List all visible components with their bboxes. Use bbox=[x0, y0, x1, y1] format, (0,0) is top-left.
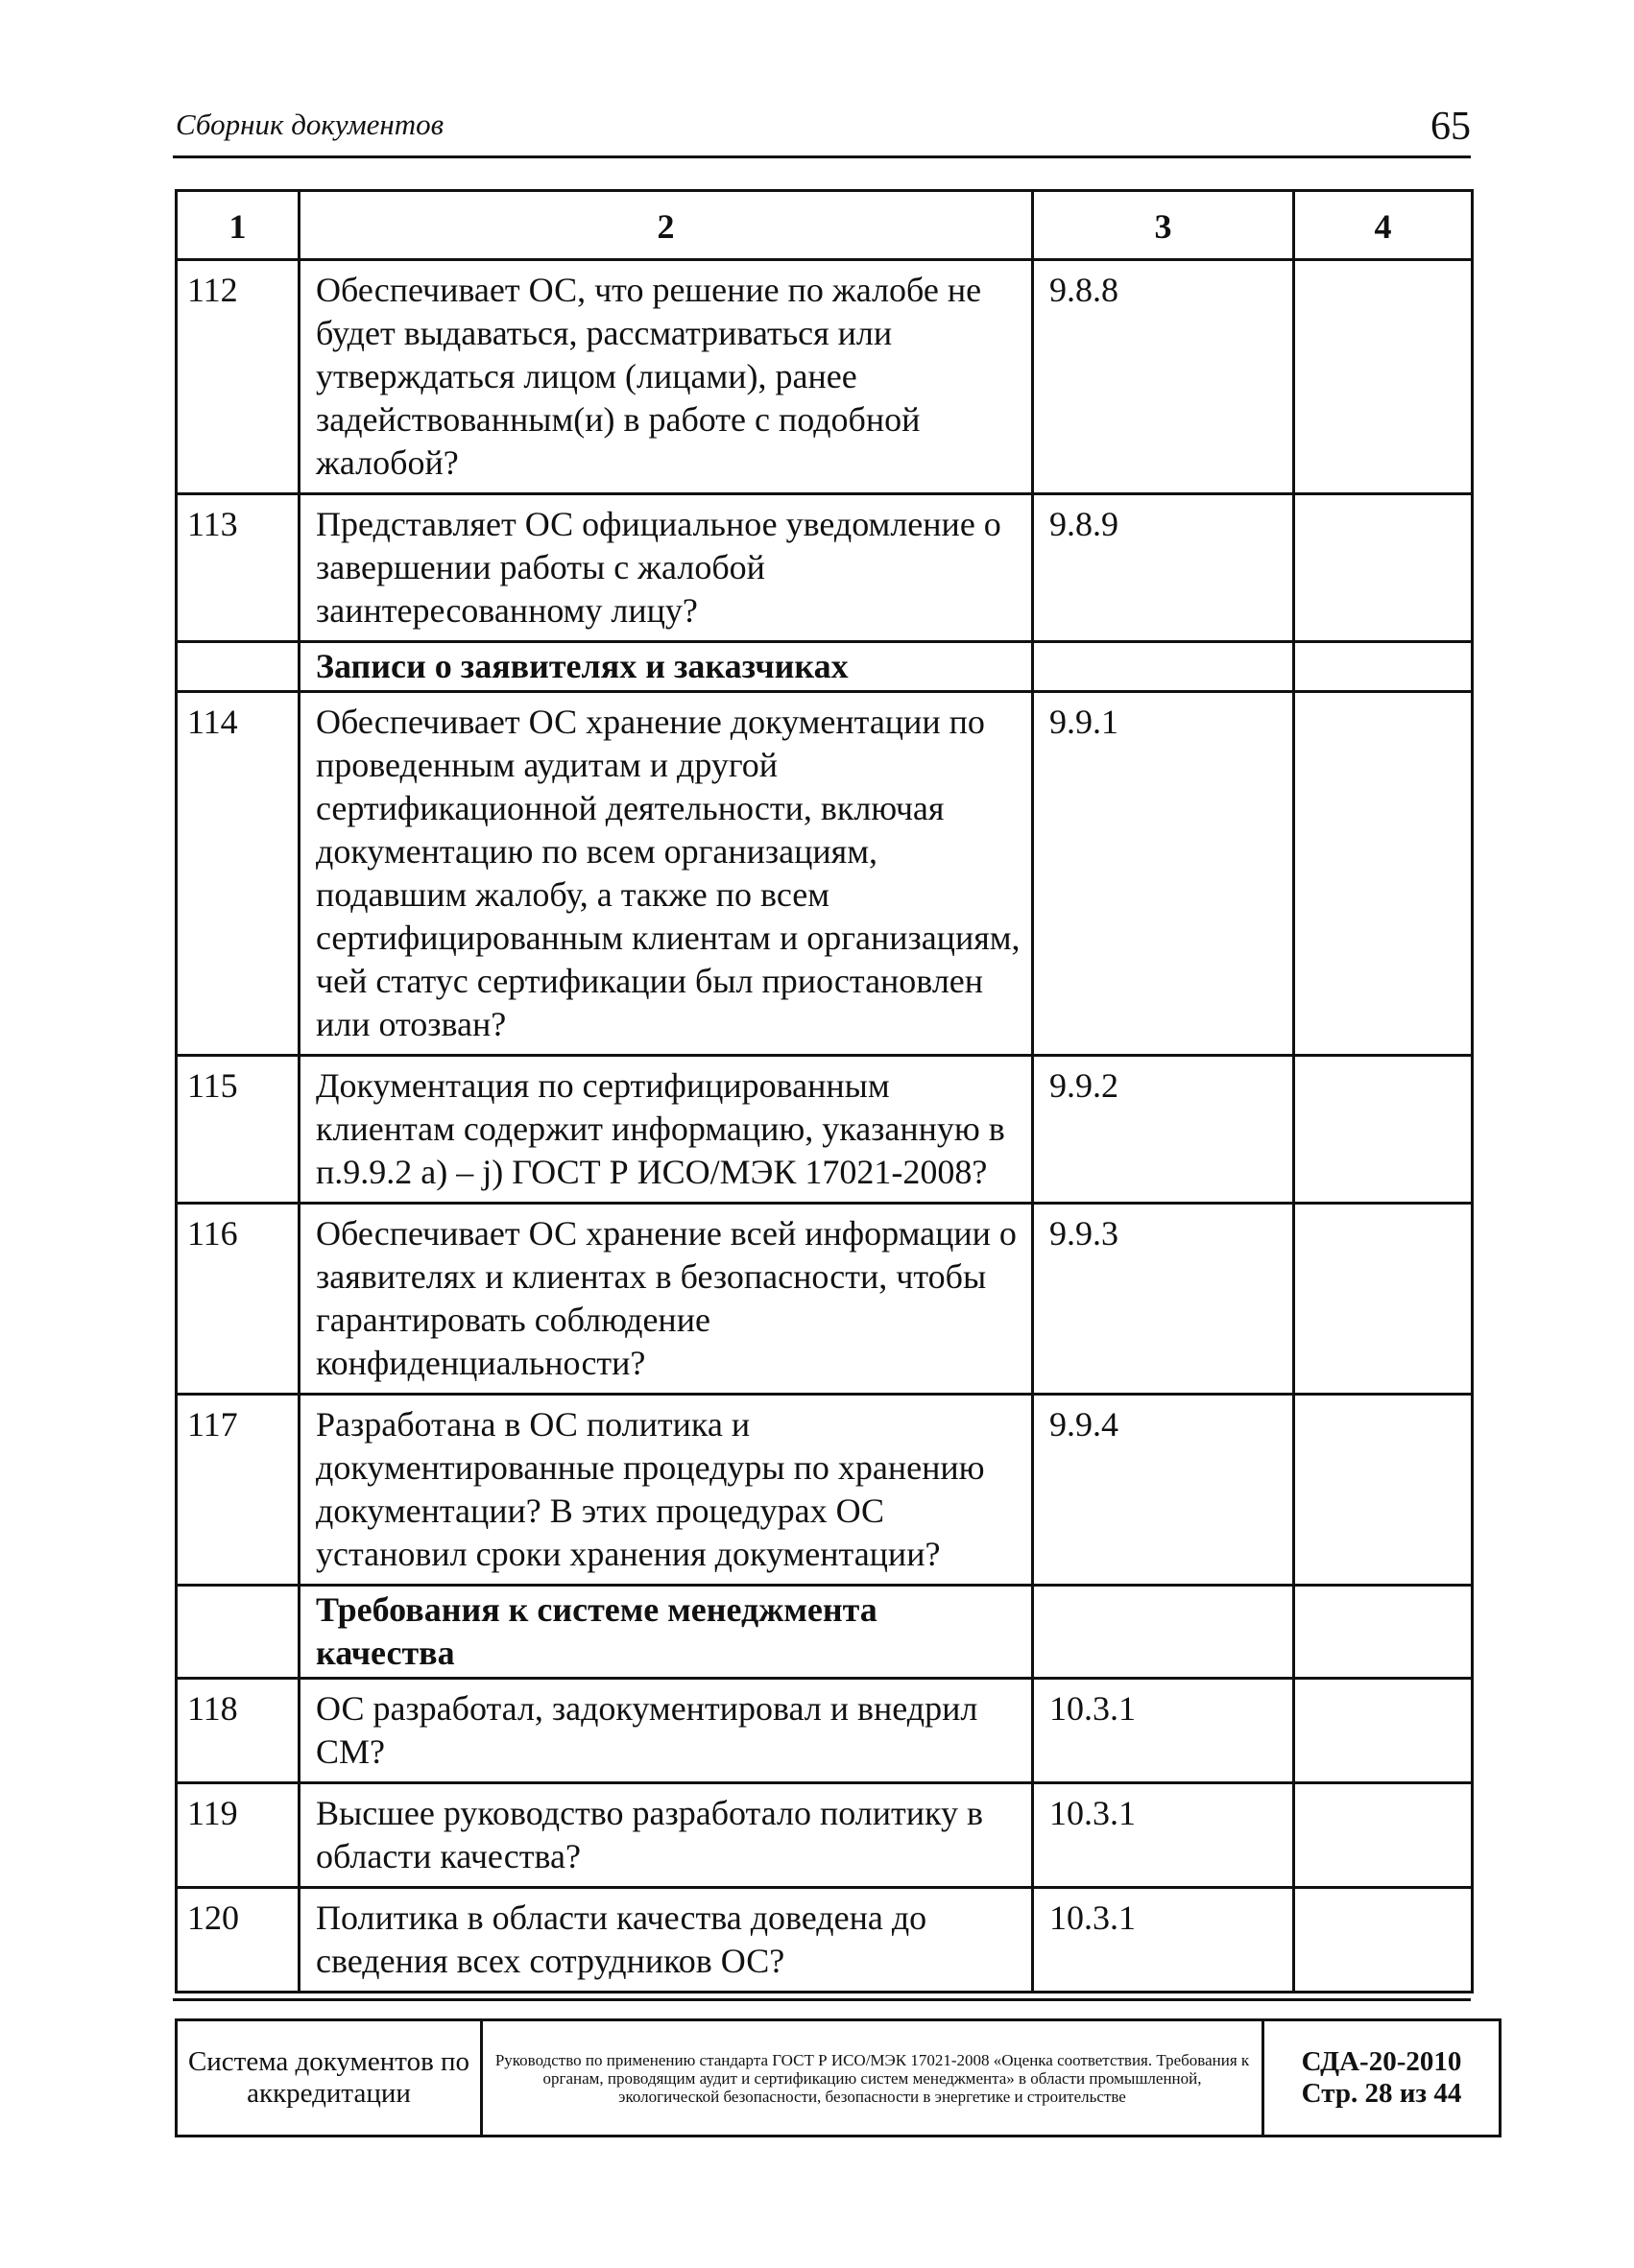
column-header: 2 bbox=[300, 191, 1033, 260]
result-cell bbox=[1294, 1888, 1473, 1993]
footer-document-system: Система документов по аккредитации bbox=[177, 2020, 482, 2137]
item-number: 119 bbox=[177, 1783, 300, 1888]
column-header: 3 bbox=[1033, 191, 1294, 260]
result-cell bbox=[1294, 1056, 1473, 1204]
item-number: 115 bbox=[177, 1056, 300, 1204]
section-empty-cell bbox=[1033, 1586, 1294, 1679]
section-empty-cell bbox=[177, 1586, 300, 1679]
result-cell bbox=[1294, 494, 1473, 642]
page-number: 65 bbox=[1430, 105, 1471, 149]
item-question: Политика в области качества доведена до сведения всех сотрудников ОС? bbox=[300, 1888, 1033, 1993]
table-row bbox=[177, 1395, 1473, 1586]
footer-document-description: Руководство по применению стандарта ГОСТ Р ИСО/МЭК 17021-2008 «Оценка соответствия. Требования к органам, проводящим аудит и сертификацию систем менеджмента» в области промышленной, экологической безопасности, безопасности в энергетике и строительстве bbox=[482, 2020, 1263, 2137]
footer-divider bbox=[173, 1998, 1471, 2001]
table-row bbox=[177, 1056, 1473, 1204]
clause-reference: 9.8.8 bbox=[1033, 260, 1294, 494]
column-header: 4 bbox=[1294, 191, 1473, 260]
item-number: 114 bbox=[177, 692, 300, 1056]
item-number: 117 bbox=[177, 1395, 300, 1586]
section-row bbox=[177, 642, 1473, 692]
result-cell bbox=[1294, 1395, 1473, 1586]
section-title: Записи о заявителях и заказчиках bbox=[300, 642, 1033, 692]
clause-reference: 9.9.2 bbox=[1033, 1056, 1294, 1204]
section-empty-cell bbox=[1294, 642, 1473, 692]
table-header-row bbox=[177, 191, 1473, 260]
table-row bbox=[177, 1679, 1473, 1783]
clause-reference: 10.3.1 bbox=[1033, 1888, 1294, 1993]
item-question: Разработана в ОС политика и документированные процедуры по хранению документации? В этих процедурах ОС установил сроки хранения документации? bbox=[300, 1395, 1033, 1586]
item-number: 113 bbox=[177, 494, 300, 642]
table-row bbox=[177, 1783, 1473, 1888]
section-empty-cell bbox=[177, 642, 300, 692]
item-question: Высшее руководство разработало политику в области качества? bbox=[300, 1783, 1033, 1888]
section-title: Требования к системе менеджмента качества bbox=[300, 1586, 1033, 1679]
item-number: 116 bbox=[177, 1204, 300, 1395]
item-question: Обеспечивает ОС, что решение по жалобе не будет выдаваться, рассматриваться или утверждаться лицом (лицами), ранее задействованным(и) в работе с подобной жалобой? bbox=[300, 260, 1033, 494]
result-cell bbox=[1294, 1783, 1473, 1888]
item-question: Представляет ОС официальное уведомление о завершении работы с жалобой заинтересованному лицу? bbox=[300, 494, 1033, 642]
clause-reference: 10.3.1 bbox=[1033, 1783, 1294, 1888]
footer-code-cell bbox=[1263, 2020, 1501, 2137]
clause-reference: 9.9.1 bbox=[1033, 692, 1294, 1056]
table-row bbox=[177, 1888, 1473, 1993]
section-row bbox=[177, 1586, 1473, 1679]
column-header: 1 bbox=[177, 191, 300, 260]
footer-document-code: СДА-20-2010 bbox=[1301, 2046, 1462, 2077]
page-header-title: Сборник документов bbox=[176, 107, 445, 141]
item-number: 112 bbox=[177, 260, 300, 494]
checklist-table bbox=[175, 189, 1474, 1993]
clause-reference: 9.9.4 bbox=[1033, 1395, 1294, 1586]
table-row bbox=[177, 260, 1473, 494]
item-number: 120 bbox=[177, 1888, 300, 1993]
table-row bbox=[177, 692, 1473, 1056]
table-row bbox=[177, 1204, 1473, 1395]
clause-reference: 9.9.3 bbox=[1033, 1204, 1294, 1395]
section-empty-cell bbox=[1294, 1586, 1473, 1679]
footer-table bbox=[175, 2018, 1502, 2137]
result-cell bbox=[1294, 260, 1473, 494]
item-number: 118 bbox=[177, 1679, 300, 1783]
item-question: Документация по сертифицированным клиентам содержит информацию, указанную в п.9.9.2 а) – j) ГОСТ Р ИСО/МЭК 17021-2008? bbox=[300, 1056, 1033, 1204]
result-cell bbox=[1294, 692, 1473, 1056]
header-divider bbox=[173, 155, 1471, 158]
footer-page-count: Стр. 28 из 44 bbox=[1301, 2078, 1462, 2109]
clause-reference: 9.8.9 bbox=[1033, 494, 1294, 642]
item-question: Обеспечивает ОС хранение документации по проведенным аудитам и другой сертификационной деятельности, включая документацию по всем организациям, подавшим жалобу, а также по всем сертифицированным клиентам и организациям, чей статус сертификации был приостановлен или отозван? bbox=[300, 692, 1033, 1056]
clause-reference: 10.3.1 bbox=[1033, 1679, 1294, 1783]
result-cell bbox=[1294, 1679, 1473, 1783]
item-question: Обеспечивает ОС хранение всей информации о заявителях и клиентах в безопасности, чтобы гарантировать соблюдение конфиденциальности? bbox=[300, 1204, 1033, 1395]
table-row bbox=[177, 494, 1473, 642]
result-cell bbox=[1294, 1204, 1473, 1395]
item-question: ОС разработал, задокументировал и внедрил СМ? bbox=[300, 1679, 1033, 1783]
section-empty-cell bbox=[1033, 642, 1294, 692]
